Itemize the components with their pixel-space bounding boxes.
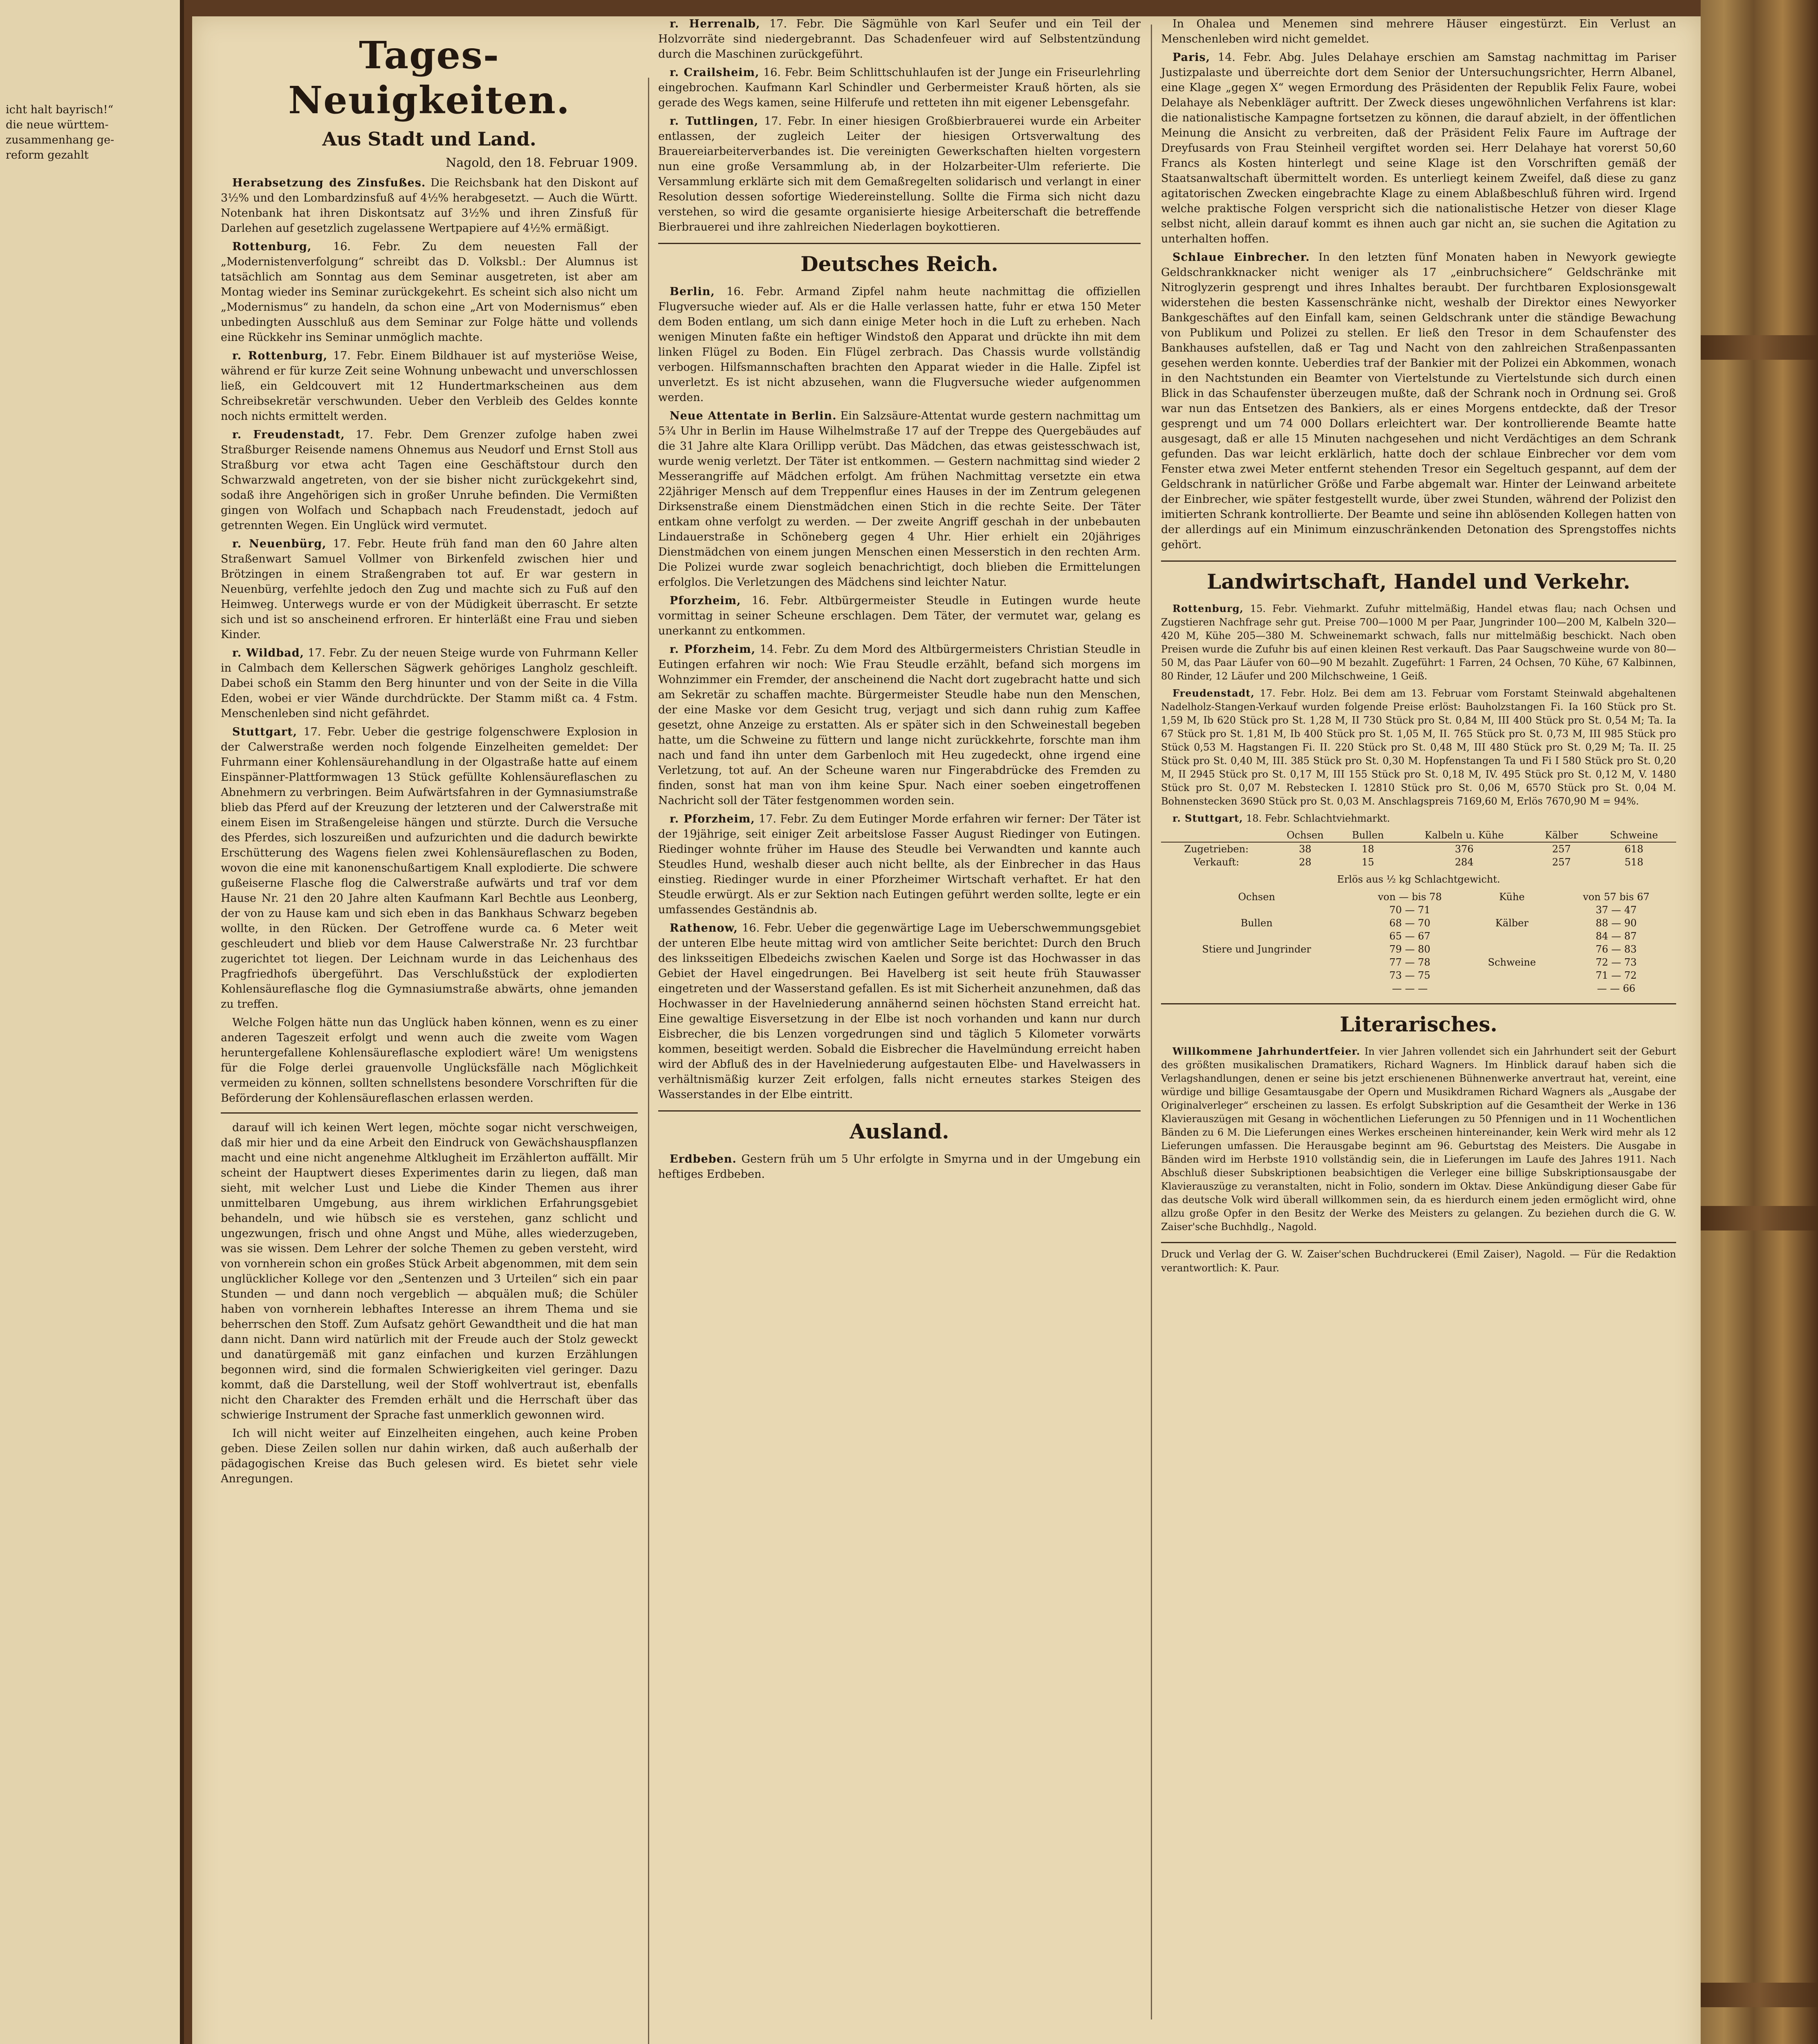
- table-cell: 376: [1455, 843, 1474, 855]
- article-dateline: Paris,: [1172, 51, 1211, 64]
- table-row: [1161, 842, 1676, 856]
- table-cell: von — bis 78: [1378, 891, 1442, 903]
- article-paragraph: [1161, 811, 1676, 825]
- table-cell: [1161, 930, 1352, 943]
- article-paragraph: [658, 921, 1141, 1102]
- table-header-cell: Kalbeln u. Kühe: [1397, 829, 1531, 842]
- article-list: [658, 1152, 1141, 1182]
- table-cell: [1161, 956, 1352, 969]
- column-2: [658, 16, 1141, 2044]
- section-heading-literarisches: Literarisches.: [1161, 1003, 1676, 1037]
- table-cell: 71 — 72: [1596, 970, 1637, 981]
- dateline: Nagold, den 18. Februar 1909.: [446, 156, 638, 170]
- table-cell: 518: [1624, 856, 1643, 868]
- table-cell: [1161, 969, 1352, 982]
- article-text: 17. Febr. Holz. Bei dem am 13. Februar vom Forstamt Steinwald abgehaltenen Nadelholz-Stangen-Verkauf wurden folgende Preise erlöst: Bauholzstangen Fi. Ia 160 Stück pro St. 1,59 M, Ib 620 Stück pro St. 1,28 M, II 730 Stück pro St. 0,84 M, III 400 Stück pro St. 0,54 M; Ta. Ia 67 Stück pro St. 1,81 M, Ib 400 Stück pro St. 1,05 M, II. 765 Stück pro St. 0,73 M, III 985 Stück pro Stück 0,53 M. Hagstangen Fi. II. 220 Stück pro St. 0,48 M, III 480 Stück pro St. 0,29 M; Ta. II. 25 Stück pro St. 0,40 M, III. 385 Stück pro St. 0,30 M. Hopfenstangen Ta und Fi I 580 Stück pro St. 0,20 M, II 2945 Stück pro St. 0,17 M, III 155 Stück pro St. 0,18 M, IV. 495 Stück pro St. 0,12 M, V. 1480 Stück pro St. 0,07 M. Rebstecken I. 12810 Stück pro St. 0,06 M, 6570 Stück pro St. 0,04 M. Bohnenstecken 3690 Stück pro St. 0,03 M. Anschlagspreis 7169,60 M, Erlös 7670,90 M = 94%.: [1161, 688, 1676, 807]
- table-header-cell: Ochsen: [1272, 829, 1339, 842]
- table-row: [1161, 956, 1676, 969]
- binding-band: [1701, 1983, 1818, 2007]
- article-text: 16. Febr. Zu dem neuesten Fall der „Modernistenverfolgung“ schreibt das D. Volksbl.: Der Alumnus ist tatsächlich am Sonntag aus dem Seminar ausgetreten, ist aber am Montag wieder ins Seminar zurückgekehrt. Es scheint sich also nicht um „Modernismus“ zu handeln, da schon eine „Art von Modernismus“ eben unbedingten Ausschluß aus dem Seminar zur Folge hätte und vollends eine Rückkehr ins Seminar unmöglich machte.: [221, 240, 638, 344]
- article-text: Ein Salzsäure-Attentat wurde gestern nachmittag um 5¾ Uhr in Berlin im Hause Wilhelmstraße 17 auf der Treppe des Quergebäudes auf die 31 Jahre alte Klara Orillipp verübt. Das Mädchen, das etwas geistesschwach ist, wurde wenig verletzt. Der Täter ist entkommen. — Gestern nachmittag sind wieder 2 Messerangriffe auf Mädchen erfolgt. Am frühen Nachmittag versetzte ein etwa 22jähriger Mensch auf dem Treppenflur eines Hauses in der im Zentrum gelegenen Dirksenstraße einem Dienstmädchen einen Stich in die rechte Seite. Der Täter entkam ohne verfolgt zu werden. — Der zweite Angriff geschah in der unbebauten Lindauerstraße in Schöneberg gegen 4 Uhr. Hier erhielt ein 20jähriges Dienstmädchen von einem jungen Menschen einen Messerstich in den rechten Arm. Die Polizei wurde zwar sogleich benachrichtigt, doch blieben die Ermittelungen erfolglos. Die Verletzungen des Mädchens sind leichter Natur.: [658, 410, 1141, 589]
- article-list: [1161, 602, 1676, 825]
- article-list: [1161, 16, 1676, 552]
- table-cell: Kälber: [1495, 917, 1529, 929]
- article-text: 14. Febr. Zu dem Mord des Altbürgermeisters Christian Steudle in Eutingen erfahren wir noch: Wie Frau Steudle erzählt, befand sich morgens im Wohnzimmer ein Fremder, der anscheinend die Nacht dort zugebracht hatte und sich am Sekretär zu schaffen machte. Bürgermeister Steudle habe nun den Menschen, der eine Maske vor dem Gesicht trug, verjagt und sich dann ruhig zum Kaffee gesetzt, ohne Anzeige zu erstatten. Als er später sich in den Schweinestall begeben hatte, um die Schweine zu füttern und lange nicht zurückkehrte, forschte man ihm nach und fand ihn unter dem Garbenloch mit Heu zugedeckt, ohne irgend eine Verletzung, tot auf. An der Scheune waren nur Fingerabdrücke des Fremden zu finden, sonst hat man von ihm keine Spur. Nach einer soeben eingetroffenen Nachricht soll der Täter festgenommen worden sein.: [658, 643, 1141, 807]
- article-dateline: Willkommene Jahrhundertfeier.: [1172, 1045, 1361, 1057]
- table-row: [1161, 969, 1676, 982]
- article-dateline: r. Pforzheim,: [670, 813, 755, 825]
- article-dateline: r. Wildbad,: [232, 647, 304, 659]
- table-cell: 77 — 78: [1389, 957, 1430, 968]
- article-paragraph: [658, 1152, 1141, 1182]
- article-paragraph: [658, 408, 1141, 590]
- table-cell: Zugetrieben:: [1184, 843, 1249, 855]
- article-list: [658, 284, 1141, 1102]
- column-1: [221, 16, 638, 2044]
- fragment-line: reform gezahlt: [6, 149, 89, 161]
- article-text: 17. Febr. Die Sägmühle von Karl Seufer und ein Teil der Holzvorräte sind niedergebrannt. Das Schadenfeuer wird auf Selbstentzündung durch die Maschinen zurückgeführt.: [658, 18, 1141, 61]
- article-dateline: Erdbeben.: [670, 1153, 737, 1165]
- article-paragraph: [221, 724, 638, 1012]
- table-header-cell: Bullen: [1338, 829, 1397, 842]
- article-dateline: r. Rottenburg,: [232, 350, 328, 362]
- table-cell: — — 66: [1597, 983, 1636, 994]
- article-dateline: r. Freudenstadt,: [232, 428, 345, 441]
- section-heading-ausland: Ausland.: [658, 1110, 1141, 1144]
- article-text: 16. Febr. Altbürgermeister Steudle in Eutingen wurde heute vormittag in seiner Scheune erschlagen. Dem Täter, der vermutet war, gelang es unerkannt zu entkommen.: [658, 594, 1141, 637]
- article-paragraph: [1161, 16, 1676, 47]
- article-text: In den letzten fünf Monaten haben in Newyork gewiegte Geldschrankknacker nicht weniger als 17 „einbruchsichere“ Geldschränke mit Nitroglyzerin gesprengt und ihres Inhaltes beraubt. Der furchtbaren Explosionsgewalt widerstehen die besten Kassenschränke nicht, weshalb der Direktor eines Newyorker Bankgeschäftes auf den Einfall kam, seinen Geldschrank unter die ständige Bewachung von Publikum und Polizei zu stellen. Er ließ den Tresor in dem Schaufenster des Bankhauses aufstellen, daß er Tag und Nacht von den zahlreichen Straßenpassanten gesehen werden konnte. Ueberdies traf der Bankier mit der Polizei ein Abkommen, wonach in den Nachtstunden ein Beamter von Viertelstunde zu Viertelstunde sich durch einen Blick in das Schaufenster überzeugen mußte, daß der Schrank noch in Ordnung sei. Groß war nun das Entsetzen des Bankiers, als er eines Morgens entdeckte, daß der Tresor gesprengt und um 74 000 Dollars erleichtert war. Der kontrollierende Beamte hatte ausgesagt, daß er alle 15 Minuten nachgesehen und nicht Verdächtiges an dem Schrank gefunden. Das war leicht erklärlich, hatte doch der schlaue Einbrecher vor dem vom Fenster etwa zwei Meter entfernt stehenden Tresor ein Segeltuch gespannt, auf dem der Geldschrank in natürlicher Größe und Farbe abgemalt war. Hinter der Leinwand arbeitete der Einbrecher, wie später festgestellt wurde, über zwei Stunden, während der Polizist den imitierten Schrank kontrollierte. Der Beamte und seine ihn ablösenden Kollegen hatten von der allerdings auf ein Minimum einzuschränkenden Detonation des Sprengstoffes nichts gehört.: [1161, 251, 1676, 551]
- table-header-row: [1161, 829, 1676, 842]
- article-paragraph: [221, 239, 638, 345]
- article-paragraph: [221, 1015, 638, 1106]
- article-dateline: Neue Attentate in Berlin.: [670, 410, 837, 422]
- section-heading-landwirtschaft: Landwirtschaft, Handel und Verkehr.: [1161, 560, 1676, 594]
- article-text: 17. Febr. In einer hiesigen Großbierbrauerei wurde ein Arbeiter entlassen, der zugleich Leiter der hiesigen Ortsverwaltung des Brauereiarbeiterverbandes ist. Die vereinigten Gewerkschaften hielten vorgestern nun eine große Versammlung ab, in der Holzarbeiter-Ulm referierte. Die Versammlung erklärte sich mit dem Gemaßregelten solidarisch und verlangt in einer Resolution dessen sofortige Wiedereinstellung. Sollte die Firma sich nicht dazu verstehen, so wird die gesamte organisierte hiesige Arbeiterschaft die betreffende Bierbrauerei und ihre zahlreichen Niederlagen boykottieren.: [658, 115, 1141, 233]
- binding-band: [1701, 1206, 1818, 1230]
- article-dateline: Rathenow,: [670, 922, 738, 935]
- table-cell: [1468, 982, 1556, 995]
- article-text: 17. Febr. Heute früh fand man den 60 Jahre alten Straßenwart Samuel Vollmer von Birkenfeld zwischen hier und Brötzingen in einem Straßengraben tot auf. Er war gestern in Neuenbürg, verfehlte jedoch den Zug und machte sich zu Fuß auf den Heimweg. Unterwegs wurde er von der Müdigkeit überrascht. Er setzte sich und ist so anscheinend erfroren. Er hinterläßt eine Frau und sieben Kinder.: [221, 538, 638, 641]
- article-text: 16. Febr. Armand Zipfel nahm heute nachmittag die offiziellen Flugversuche wieder auf. Als er die Halle verlassen hatte, fuhr er etwa 150 Meter dem Boden entlang, um sich dann einige Meter hoch in die Luft zu erheben. Nach wenigen Minuten faßte ein heftiger Windstoß den Apparat und drückte ihn mit dem linken Flügel zu Boden. Ein Flügel zerbrach. Das Chassis wurde vollständig verbogen. Hilfsmannschaften brachten den Apparat wieder in die Halle. Zipfel ist unverletzt. Es ist nicht abzusehen, wann die Flugversuche wieder aufgenommen werden.: [658, 285, 1141, 404]
- table-row: [1161, 890, 1676, 903]
- table-row: [1161, 903, 1676, 917]
- article-text: In vier Jahren vollendet sich ein Jahrhundert seit der Geburt des größten musikalischen Dramatikers, Richard Wagners. Im Hinblick darauf haben sich die Verlagshandlungen, denen er seine bis jetzt erschienenen Bühnenwerke anvertraut hat, vereint, eine würdige und billige Gesamtausgabe der Opern und Musikdramen Richard Wagners als „Ausgabe der Originalverleger“ erscheinen zu lassen. Es erfolgt Subskription auf die Gesamtheit der Werke in 136 Klavierauszügen mit Gesang in wöchentlichen Lieferungen zu 50 Pfennigen und in 11 Wochentlichen Bänden zu 6 M. Die Lieferungen eines Werkes erscheinen hintereinander, kein Werk wird mehr als 12 Lieferungen umfassen. Die Herausgabe beginnt am 96. Geburtstag des Meisters. Die Ausgabe in Bänden wird im Herbste 1910 vollständig sein, die in Lieferungen im Laufe des Jahres 1911. Nach Abschluß dieser Subskriptionen beabsichtigen die Verleger eine billige Subskriptionsausgabe der Klavierauszüge zu veranstalten, nicht in Folio, sondern im Oktav. Diese Ankündigung dieser Gabe für das deutsche Volk wird überall willkommen sein, da es hierdurch einem jeden ermöglicht wird, ohne allzu große Opfer in den Besitz der Werke des Meisters zu gelangen. Zu beziehen durch die G. W. Zaiser'sche Buchhdlg., Nagold.: [1161, 1046, 1676, 1233]
- table-row: [1161, 930, 1676, 943]
- article-text: 15. Febr. Viehmarkt. Zufuhr mittelmäßig, Handel etwas flau; nach Ochsen und Zugstieren Nachfrage sehr gut. Preise 700—1000 M per Paar, Jungrinder 100—200 M, Kalbeln 320—420 M, Kühe 205—380 M. Schweinemarkt schwach, falls nur mittelmäßig beschickt. Nach oben Preisen wurde die Zufuhr bis auf einen kleinen Rest verkauft. Das Paar Saugschweine wurde von 80—50 M, das Paar Läufer von 60—90 M bezahlt. Zugeführt: 1 Farren, 24 Ochsen, 70 Kühe, 67 Kalbinnen, 80 Rinder, 12 Läufer und 200 Milchschweine, 1 Geiß.: [1161, 603, 1676, 682]
- table-cell: 15: [1361, 856, 1374, 868]
- article-dateline: Rottenburg,: [232, 240, 312, 253]
- table-row: [1161, 943, 1676, 956]
- fragment-line: icht halt bayrisch!“: [6, 103, 114, 116]
- article-dateline: Schlaue Einbrecher.: [1172, 251, 1310, 264]
- article-dateline: Berlin,: [670, 285, 715, 298]
- price-table: [1161, 890, 1676, 995]
- table-cell: [1468, 969, 1556, 982]
- article-paragraph: [1161, 602, 1676, 683]
- article-dateline: r. Herrenalb,: [670, 18, 760, 30]
- article-dateline: r. Stuttgart,: [1172, 812, 1243, 824]
- section-subhead: Aus Stadt und Land.: [322, 128, 536, 150]
- table-cell: Bullen: [1240, 917, 1273, 929]
- table-cell: [1468, 943, 1556, 956]
- article-dateline: Stuttgart,: [232, 726, 298, 738]
- masthead: Tages-Neuigkeiten.: [288, 33, 570, 122]
- article-text: darauf will ich keinen Wert legen, möchte sogar nicht verschweigen, daß mir hier und da eine Arbeit den Eindruck von Gewächshauspflanzen macht und eine nicht angenehme Altklugheit im Erzählerton auffällt. Mir scheint der Hauptwert dieses Experimentes darin zu liegen, daß man sieht, mit welcher Lust und Liebe die Kinder Themen aus ihrer unmittelbaren Umgebung, aus ihrem wirklichen Erfahrungsgebiet behandeln, und wie hübsch sie es verstehen, ganz schlicht und ungezwungen, frisch und ohne Angst und Mühe, alles wiederzugeben, was sie wissen. Dem Lehrer der solche Themen zu geben versteht, wird von vornherein schon ein großes Stück Arbeit abgenommen, mit dem sein unglücklicher Kollege vor den „Sentenzen und 3 Urteilen“ sich ein paar Stunden — und dann noch vergeblich — abquälen muß; die Schüler haben von vornherein lebhaftes Interesse an ihrem Thema und sie beherrschen den Stoff. Zum Aufsatz gehört Gewandtheit und die hat man dann nicht. Dann wird natürlich mit der Freude auch der Stolz geweckt und danatürgemäß mit ganz einfachen und kurzen Erzählungen begonnen wird, sind die formalen Schwierigkeiten viel geringer. Dazu kommt, daß die Darstellung, weil der Stoff wohlvertraut ist, ebenfalls nicht den Charakter des Fremden erhält und die Herrschaft über das schwierige Instrument der Sprache fast unmerklich gewonnen wird.: [221, 1121, 638, 1421]
- table-header-cell: Schweine: [1592, 829, 1676, 842]
- article-text: 17. Febr. Ueber die gestrige folgenschwere Explosion in der Calwerstraße werden noch folgende Einzelheiten gemeldet: Der Fuhrmann einer Kohlensäurehandlung in der Olgastraße hatte auf einem Einspänner-Plattformwagen 13 Stück gefüllte Kohlensäureflaschen zu Abnehmern zu verbringen. Beim Aufwärtsfahren in der Gymnasiumstraße blieb das Pferd auf der Kreuzung der letzteren und der Calwerstraße mit einem Eisen im Straßengeleise hängen und stürzte. Durch die Versuche des Pferdes, sich loszureißen und aufzurichten und die dadurch bewirkte Erschütterung des Wagens fielen zwei Kohlensäureflaschen zu Boden, wovon die eine mit kanonenschußartigem Knall explodierte. Die schwere gußeiserne Flasche flog die Calwerstraße aufwärts und traf vor dem Hause Nr. 21 den 20 Jahre alten Kaufmann Karl Bechtle aus Leonberg, der von zu Hause kam und sich eben in das Bankhaus Schwarz begeben wollte, in den Rücken. Der Getroffene wurde ca. 6 Meter weit geschleudert und blieb vor dem Hause Calwerstraße Nr. 23 furchtbar zugerichtet tot liegen. Der Leichnam wurde in das Leichenhaus des Pragfriedhofs übergeführt. Das Verschlußstück der explodierten Kohlensäureflasche flog die Gymnasiumstraße abwärts, ohne jemanden zu treffen.: [221, 726, 638, 1011]
- article-paragraph: [658, 65, 1141, 110]
- table-cell: [1161, 982, 1352, 995]
- table-cell: 65 — 67: [1389, 930, 1430, 942]
- table-cell: 28: [1299, 856, 1311, 868]
- article-text: 17. Febr. Zu der neuen Steige wurde von Fuhrmann Keller in Calmbach dem Kellerschen Sägwerk gehöriges Langholz geschleift. Dabei schoß ein Stamm den Berg hinunter und von der Seite in die Villa Eden, wobei er vier Wände durchdrückte. Der Stamm mißt ca. 4 Fstm. Menschenleben sind nicht gefährdet.: [221, 647, 638, 720]
- table-cell: 257: [1552, 843, 1571, 855]
- article-list: [1161, 1044, 1676, 1234]
- table-cell: Stiere und Jungrinder: [1202, 944, 1311, 955]
- previous-page-fragments: [6, 102, 177, 2044]
- article-text: 16. Febr. Beim Schlittschuhlaufen ist der Junge ein Friseurlehrling eingebrochen. Kaufmann Karl Schindler und Gerbermeister Krauß hörten, als sie gerade des Wegs kamen, seine Hilferufe und retteten ihn mit eigener Lebensgefahr.: [658, 66, 1141, 109]
- table-cell: 79 — 80: [1389, 944, 1430, 955]
- article-list: [658, 16, 1141, 235]
- table-cell: 37 — 47: [1596, 904, 1637, 916]
- article-text: In Ohalea und Menemen sind mehrere Häuser eingestürzt. Ein Verlust an Menschenleben wird nicht gemeldet.: [1161, 18, 1676, 45]
- column-divider: [221, 1112, 638, 1114]
- table-cell: 284: [1455, 856, 1474, 868]
- table-header-cell: Kälber: [1531, 829, 1592, 842]
- previous-page-edge: [0, 0, 184, 2044]
- table-cell: von 57 bis 67: [1583, 891, 1650, 903]
- article-text: 17. Febr. Zu dem Eutinger Morde erfahren wir ferner: Der Täter ist der 19jährige, seit einiger Zeit arbeitslose Fasser August Riedinger von Eutingen. Riedinger wohnte früher im Hause des Steudle bei Verwandten und kannte auch Steudles Hund, weshalb dieser auch nicht bellte, als der Einbrecher in das Haus einstieg. Riedinger wurde in einer Pforzheimer Wirtschaft verhaftet. Er hat den Steudle erwürgt. Als er zur Sektion nach Eutingen geführt werden sollte, legte er ein umfassendes Geständnis ab.: [658, 813, 1141, 916]
- fragment-line: zusammenhang ge-: [6, 134, 114, 146]
- article-paragraph: [1161, 50, 1676, 247]
- imprint: Druck und Verlag der G. W. Zaiser'schen Buchdruckerei (Emil Zaiser), Nagold. — Für die Redaktion verantwortlich: K. Paur.: [1161, 1242, 1676, 1275]
- article-dateline: Herabsetzung des Zinsfußes.: [232, 177, 426, 189]
- article-text: 14. Febr. Abg. Jules Delahaye erschien am Samstag nachmittag im Pariser Justizpalaste und überreichte dort dem Senior der Untersuchungsrichter, Herrn Albanel, eine Klage „gegen X“ wegen Ermordung des Präsidenten der Republik Felix Faure, wobei Delahaye als Nebenkläger auftritt. Der Zweck dieses ungewöhnlichen Verfahrens ist klar: die nationalistische Kampagne fortsetzen zu können, die darauf abzielt, in der öffentlichen Meinung die Ansicht zu verbreiten, daß der Präsident Felix Faure im Auftrage der Dreyfusards von Frau Steinheil vergiftet worden sei. Herr Delahaye hat vorerst 50,60 Francs als Kosten hinterlegt und seine Klage ist den Vorschriften gemäß der Staatsanwaltschaft übermittelt worden. Es unterliegt keinem Zweifel, daß diese zu ganz agitatorischen Zwecken eingebrachte Klage zu einem Ablaßbeschluß führen wird. Irgend welche praktische Folgen verspricht sich die nationalistische Hetzer von dieser Klage selbst nicht, allein darauf kommt es ihnen auch gar nicht an, sie suchen die Agitation zu unterhalten hoffen.: [1161, 51, 1676, 245]
- table-row: [1161, 856, 1676, 869]
- article-dateline: Rottenburg,: [1172, 603, 1244, 614]
- article-text: 16. Febr. Ueber die gegenwärtige Lage im Ueberschwemmungsgebiet der unteren Elbe heute mittag wird von amtlicher Seite berichtet: Durch den Bruch des linksseitigen Elbedeichs zwischen Kaelen und Sorge ist das Hochwasser in das Gebiet der Havel eingedrungen. Bei Havelberg ist seit heute früh Stauwasser eingetreten und der Wasserstand gefallen. Es ist mit Sicherheit anzunehmen, daß das Hochwasser in der Havelniederung annähernd seinen höchsten Stand erreicht hat. Eine gewaltige Eisversetzung in der Elbe ist noch vorhanden und kann nur durch Eisbrecher, die bis Lenzen vorgedrungen sind und täglich 5 Kilometer vorwärts kommen, beseitigt werden. Sobald die Eisbrecher die Havelmündung erreicht haben wird der Abfluß des in der Havelniederung aufgestauten Elbe- und Havelwassers in verhältnismäßig kurzer Zeit erfolgen, falls nicht erneutes starkes Steigen des Wasserstandes in der Elbe eintritt.: [658, 922, 1141, 1101]
- table-cell: 18: [1361, 843, 1374, 855]
- table-cell: 257: [1552, 856, 1571, 868]
- table-cell: Ochsen: [1238, 891, 1276, 903]
- article-text: Welche Folgen hätte nun das Unglück haben können, wenn es zu einer anderen Tageszeit erfolgt und wenn auch die zweite vom Wagen heruntergefallene Kohlensäureflasche explodiert wäre! Um wenigstens für die Folge derlei grauenvolle Unglücksfälle nach Möglichkeit vermeiden zu können, sollten schnellstens besondere Vorschriften für die Beförderung der Kohlensäureflaschen erlassen werden.: [221, 1016, 638, 1105]
- table-cell: 68 — 70: [1389, 917, 1430, 929]
- article-paragraph: [658, 284, 1141, 405]
- price-note: Erlös aus ½ kg Schlachtgewicht.: [1337, 874, 1500, 885]
- table-cell: Schweine: [1488, 957, 1536, 968]
- table-cell: 618: [1624, 843, 1643, 855]
- fragment-line: die neue württem-: [6, 119, 109, 131]
- newspaper-page: [192, 16, 1701, 2044]
- article-paragraph: [221, 1426, 638, 1486]
- article-paragraph: [658, 642, 1141, 808]
- article-dateline: r. Tuttlingen,: [670, 115, 759, 128]
- article-paragraph: [658, 811, 1141, 917]
- article-paragraph: [658, 593, 1141, 639]
- article-dateline: r. Crailsheim,: [670, 66, 760, 79]
- table-row: [1161, 982, 1676, 995]
- article-paragraph: [221, 536, 638, 642]
- article-text: Gestern früh um 5 Uhr erfolgte in Smyrna und in der Umgebung ein heftiges Erdbeben.: [658, 1153, 1141, 1181]
- table-cell: 84 — 87: [1596, 930, 1637, 942]
- article-paragraph: [1161, 1044, 1676, 1234]
- binding-band: [1701, 335, 1818, 360]
- cattle-market-table: [1161, 829, 1676, 869]
- section-heading-reich: Deutsches Reich.: [658, 243, 1141, 277]
- table-cell: [1161, 903, 1352, 917]
- table-cell: — — —: [1392, 983, 1428, 994]
- article-text: 18. Febr. Schlachtviehmarkt.: [1246, 813, 1390, 824]
- table-cell: 38: [1299, 843, 1311, 855]
- table-row: [1161, 917, 1676, 930]
- article-text: Die Reichsbank hat den Diskont auf 3½% und den Lombardzinsfuß auf 4½% herabgesetzt. — Auch die Württ. Notenbank hat ihren Diskontsatz auf 3½% und ihren Zinsfuß für Darlehen auf gesetzlich zugelassene Wertpapiere auf 4½% ermäßigt.: [221, 177, 638, 235]
- article-paragraph: [1161, 686, 1676, 808]
- column-3: [1161, 16, 1676, 2044]
- article-dateline: Pforzheim,: [670, 594, 741, 607]
- book-binding: [1701, 0, 1818, 2044]
- article-paragraph: [221, 348, 638, 424]
- article-dateline: r. Neuenbürg,: [232, 538, 327, 550]
- article-paragraph: [658, 16, 1141, 62]
- table-cell: [1468, 930, 1556, 943]
- article-text: 17. Febr. Einem Bildhauer ist auf mysteriöse Weise, während er für kurze Zeit seine Wohnung unbewacht und unverschlossen ließ, ein Geldcouvert mit 12 Hundertmarkscheinen aus dem Schreibsekretär verschwunden. Ueber den Verbleib des Geldes konnte noch nichts ermittelt werden.: [221, 350, 638, 423]
- article-dateline: r. Pforzheim,: [670, 643, 756, 656]
- table-cell: 70 — 71: [1389, 904, 1430, 916]
- article-text: Ich will nicht weiter auf Einzelheiten eingehen, auch keine Proben geben. Diese Zeilen sollen nur dahin wirken, daß auch außerhalb der pädagogischen Kreise das Buch gelesen wird. Es bietet sehr viele Anregungen.: [221, 1427, 638, 1485]
- article-dateline: Freudenstadt,: [1172, 687, 1255, 699]
- table-cell: 76 — 83: [1596, 944, 1637, 955]
- table-cell: 73 — 75: [1389, 970, 1430, 981]
- article-text: 17. Febr. Dem Grenzer zufolge haben zwei Straßburger Reisende namens Ohnemus aus Neudorf und Ernst Stoll aus Straßburg vor etwa acht Tagen eine Geschäftstour durch den Schwarzwald angetreten, von der sie bisher nicht zurückgekehrt sind, sodaß ihre Angehörigen sich in großer Unruhe befinden. Die Vermißten gingen von Wolfach und Schapbach nach Freudenstadt, jedoch auf getrennten Wegen. Ein Unglück wird vermutet.: [221, 428, 638, 532]
- table-cell: Kühe: [1499, 891, 1525, 903]
- article-list: [221, 175, 638, 1106]
- article-paragraph: [658, 114, 1141, 235]
- table-cell: Verkauft:: [1193, 856, 1240, 868]
- article-paragraph: [221, 175, 638, 236]
- table-header-cell: [1161, 829, 1272, 842]
- article-list: [221, 1120, 638, 1486]
- article-paragraph: [221, 645, 638, 721]
- table-cell: 72 — 73: [1596, 957, 1637, 968]
- table-cell: 88 — 90: [1596, 917, 1637, 929]
- column-rule: [1151, 25, 1152, 2019]
- column-rule: [648, 78, 649, 2044]
- article-paragraph: [221, 427, 638, 533]
- article-paragraph: [221, 1120, 638, 1423]
- article-paragraph: [1161, 250, 1676, 552]
- table-cell: [1468, 903, 1556, 917]
